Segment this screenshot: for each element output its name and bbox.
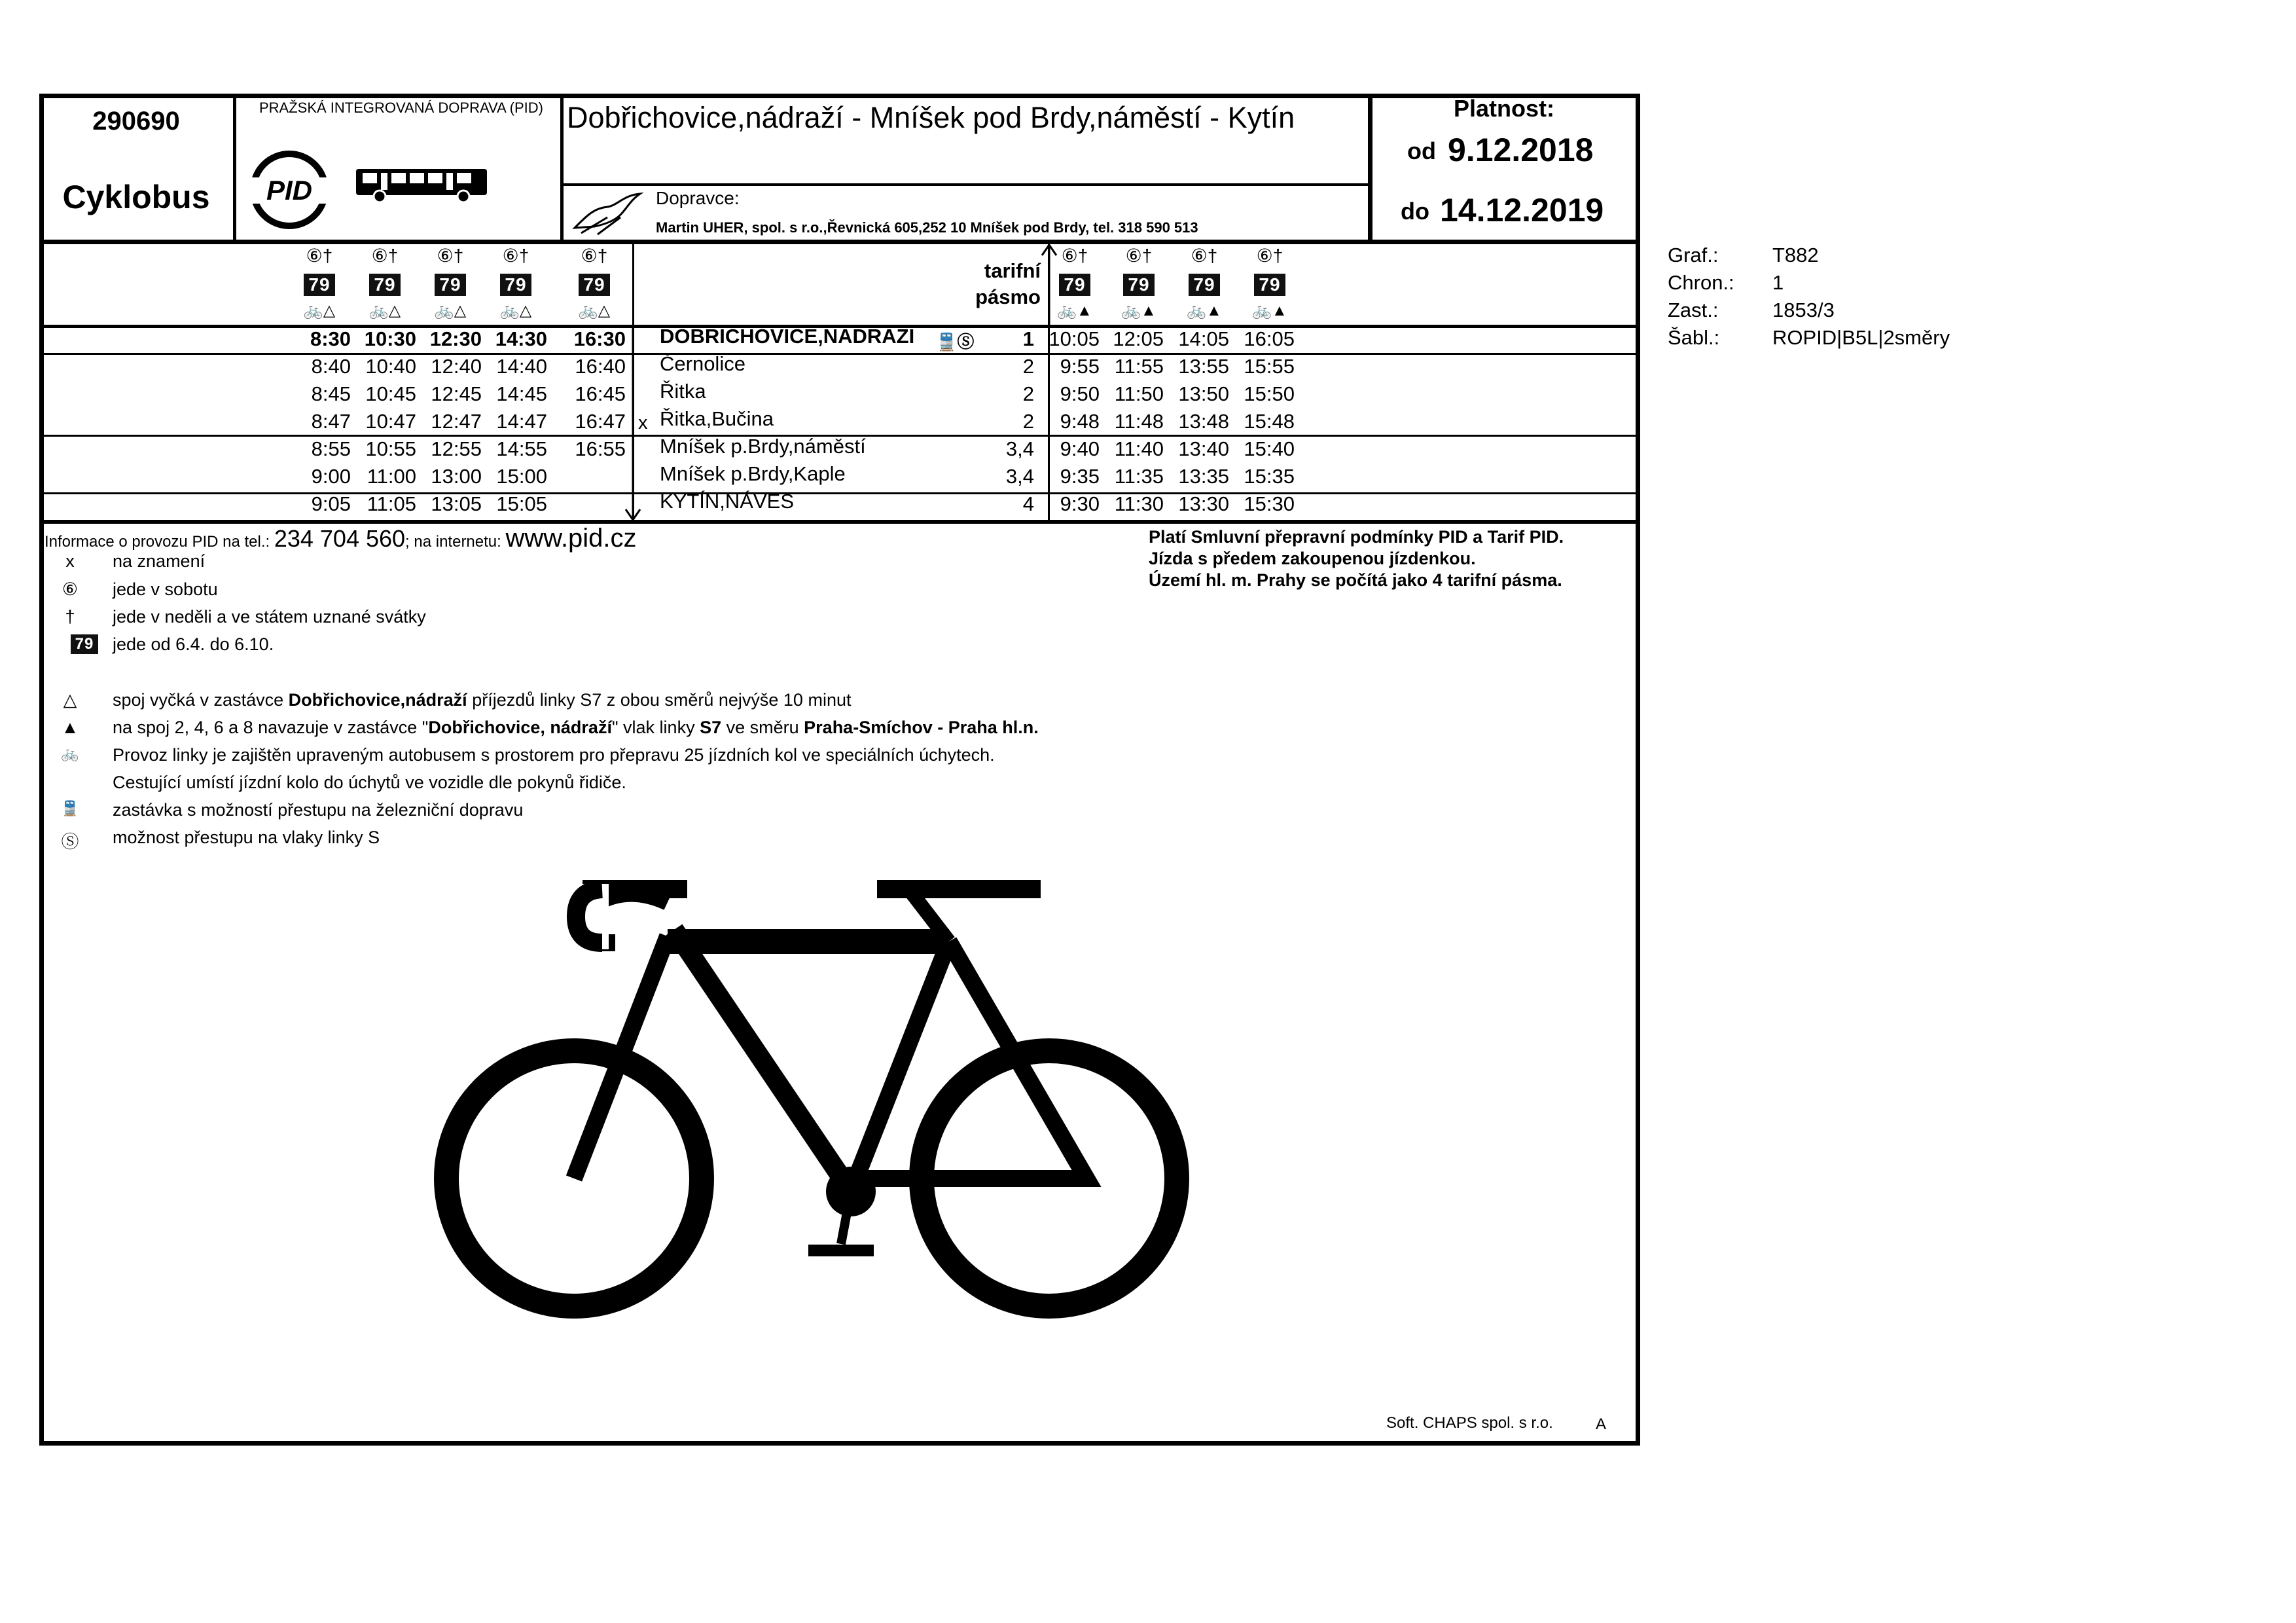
- departure-time: 11:05: [367, 492, 416, 515]
- season-badge-icon: 79: [1123, 274, 1155, 296]
- legend-bike: Provoz linky je zajištěn upraveným autobusem s prostorem pro přepravu 25 jízdních kol ve speciálních úchytech.: [113, 745, 995, 765]
- legend-season: jede od 6.4. do 6.10.: [113, 634, 274, 654]
- s-train-icon: Ⓢ: [61, 832, 79, 852]
- bus-icon: [353, 165, 491, 206]
- side-info-label: Šabl.:: [1668, 326, 1720, 349]
- departure-time: 8:47: [311, 410, 351, 433]
- season-badge-icon: 79: [435, 274, 466, 296]
- train-connection-icon: 🚆Ⓢ: [936, 332, 975, 352]
- departure-time: 12:55: [431, 437, 482, 460]
- operator-system: PRAŽSKÁ INTEGROVANÁ DOPRAVA (PID): [259, 100, 543, 116]
- route-title: Dobřichovice,nádraží - Mníšek pod Brdy,náměstí - Kytín: [567, 101, 1295, 134]
- legend-saturday: jede v sobotu: [113, 579, 218, 599]
- return-departure-time: 11:30: [1114, 492, 1164, 515]
- trip-feature-icons: 🚲△: [434, 302, 467, 319]
- tariff-zone: 2: [1022, 382, 1034, 405]
- return-departure-time: 13:40: [1178, 437, 1229, 460]
- tariff-zone: 2: [1022, 355, 1034, 378]
- season-badge-icon: 79: [304, 274, 335, 296]
- stop-name: Mníšek p.Brdy,náměstí: [660, 435, 866, 458]
- return-departure-time: 11:48: [1114, 410, 1164, 433]
- cross-icon: †: [65, 607, 75, 627]
- legend-connect-stop: Dobřichovice, nádraží: [428, 718, 612, 737]
- valid-to-prefix: do: [1401, 198, 1429, 225]
- side-info-label: Graf.:: [1668, 244, 1719, 266]
- trip-feature-icons: 🚲▲: [1121, 302, 1157, 319]
- info-phone: 234 704 560: [274, 525, 406, 552]
- season-badge-icon: 79: [1059, 274, 1090, 296]
- departure-time: 15:05: [496, 492, 547, 515]
- header-divider: [1368, 94, 1372, 243]
- legend-s: možnost přestupu na vlaky linky S: [113, 828, 380, 847]
- wait-triangle-icon: △: [63, 690, 77, 710]
- departure-time: 13:05: [431, 492, 482, 515]
- departure-time: 16:30: [573, 327, 626, 350]
- return-departure-time: 10:05: [1049, 327, 1100, 350]
- x-symbol: x: [65, 551, 75, 571]
- side-info-value: T882: [1772, 244, 1819, 266]
- departure-time: 12:47: [431, 410, 482, 433]
- return-departure-time: 9:48: [1060, 410, 1100, 433]
- trip-days-marker: ⑥†: [371, 246, 399, 266]
- return-departure-time: 9:35: [1060, 465, 1100, 488]
- carrier-logo-icon: [568, 189, 647, 238]
- season-badge-icon: 79: [1254, 274, 1285, 296]
- saturday-icon: ⑥: [62, 579, 79, 599]
- condition-line: Platí Smluvní přepravní podmínky PID a Tarif PID.: [1149, 527, 1564, 547]
- tariff-zone: 2: [1022, 410, 1034, 433]
- departure-time: 12:45: [431, 382, 482, 405]
- legend-x: na znamení: [113, 551, 206, 571]
- departure-time: 12:40: [431, 355, 482, 378]
- bicycle-illustration: [432, 871, 1237, 1329]
- trip-days-marker: ⑥†: [437, 246, 464, 266]
- departure-time: 14:45: [496, 382, 547, 405]
- legend-connect-mid2: ve směru: [721, 718, 804, 737]
- variant-letter: A: [1596, 1415, 1607, 1433]
- header-divider: [560, 183, 1369, 186]
- trip-feature-icons: 🚲△: [499, 302, 532, 319]
- return-departure-time: 11:55: [1114, 355, 1164, 378]
- side-info-value: 1: [1772, 271, 1784, 294]
- valid-to: 14.12.2019: [1440, 192, 1604, 228]
- side-info-label: Zast.:: [1668, 299, 1719, 321]
- season-badge-icon: 79: [369, 274, 401, 296]
- pid-logo-text: PID: [266, 175, 313, 206]
- trip-days-marker: ⑥†: [1125, 246, 1153, 266]
- legend-sunday: jede v neděli a ve státem uznané svátky: [113, 607, 426, 627]
- legend-connect: [113, 718, 1039, 738]
- legend-bike-2: Cestující umístí jízdní kolo do úchytů ve vozidle dle pokynů řidiče.: [113, 773, 626, 792]
- legend-connect-pre: na spoj 2, 4, 6 a 8 navazuje v zastávce ": [113, 718, 429, 737]
- legend-connect-dir: Praha-Smíchov - Praha hl.n.: [804, 718, 1039, 737]
- valid-from-prefix: od: [1407, 137, 1436, 164]
- legend-train: zastávka s možností přestupu na železniční dopravu: [113, 800, 524, 820]
- header-divider: [233, 94, 236, 243]
- side-info-value: ROPID|B5L|2směry: [1772, 326, 1950, 349]
- trip-days-marker: ⑥†: [1061, 246, 1088, 266]
- info-mid: ; na internetu:: [405, 533, 506, 551]
- legend-wait: [113, 690, 851, 710]
- info-web: www.pid.cz: [505, 524, 637, 553]
- line-name: Cyklobus: [62, 179, 210, 215]
- season-badge-icon: 79: [579, 274, 610, 296]
- return-departure-time: 11:35: [1114, 465, 1164, 488]
- tariff-zone: 3,4: [1005, 465, 1034, 488]
- legend-wait-post: příjezdů linky S7 z obou směrů nejvýše 10 minut: [467, 690, 852, 710]
- trip-feature-icons: 🚲▲: [1252, 302, 1287, 319]
- carrier-name: Martin UHER, spol. s r.o.,Řevnická 605,252 10 Mníšek pod Brdy, tel. 318 590 513: [656, 219, 1198, 236]
- return-departure-time: 13:48: [1178, 410, 1229, 433]
- validity-label: Platnost:: [1453, 95, 1554, 122]
- departure-time: 10:40: [365, 355, 416, 378]
- trip-days-marker: ⑥†: [1191, 246, 1218, 266]
- return-departure-time: 13:30: [1178, 492, 1229, 515]
- line-number: 290690: [92, 107, 180, 136]
- stop-name: DOBŘICHOVICE,NÁDRAŽÍ: [660, 325, 915, 348]
- info-line: [45, 524, 637, 553]
- season-badge-icon: 79: [500, 274, 531, 296]
- stop-name: Mníšek p.Brdy,Kaple: [660, 462, 846, 485]
- return-departure-time: 16:05: [1244, 327, 1295, 350]
- tariff-zone: 4: [1022, 492, 1034, 515]
- bike-icon: 🚲: [61, 745, 79, 761]
- season-badge-icon: 79: [71, 634, 98, 654]
- tariff-zone: 1: [1022, 327, 1034, 350]
- request-stop-flag: x: [638, 412, 648, 433]
- return-departure-time: 15:30: [1244, 492, 1295, 515]
- stop-name: Černolice: [660, 352, 745, 375]
- departure-time: 12:30: [429, 327, 482, 350]
- departure-time: 16:45: [575, 382, 626, 405]
- trip-days-marker: ⑥†: [1256, 246, 1283, 266]
- departure-time: 9:00: [311, 465, 351, 488]
- return-departure-time: 11:50: [1114, 382, 1164, 405]
- return-departure-time: 15:50: [1244, 382, 1295, 405]
- valid-from: 9.12.2018: [1448, 132, 1594, 168]
- departure-time: 10:55: [365, 437, 416, 460]
- return-departure-time: 13:50: [1178, 382, 1229, 405]
- return-departure-time: 9:55: [1060, 355, 1100, 378]
- carrier-label: Dopravce:: [656, 188, 740, 208]
- return-departure-time: 14:05: [1178, 327, 1229, 350]
- departure-time: 14:47: [496, 410, 547, 433]
- departure-time: 8:45: [311, 382, 351, 405]
- return-departure-time: 15:35: [1244, 465, 1295, 488]
- departure-time: 10:30: [364, 327, 416, 350]
- legend-connect-line: S7: [700, 718, 722, 737]
- trip-days-marker: ⑥†: [581, 246, 608, 266]
- departure-time: 8:40: [311, 355, 351, 378]
- return-departure-time: 15:40: [1244, 437, 1295, 460]
- departure-time: 8:30: [310, 327, 351, 350]
- trip-days-marker: ⑥†: [306, 246, 333, 266]
- stop-name: Řitka,Bučina: [660, 407, 774, 430]
- info-prefix: Informace o provozu PID na tel.:: [45, 533, 274, 551]
- connect-triangle-icon: ▲: [61, 718, 79, 737]
- stop-name: Řitka: [660, 380, 706, 403]
- return-departure-time: 11:40: [1114, 437, 1164, 460]
- return-departure-time: 12:05: [1113, 327, 1164, 350]
- return-departure-time: 9:30: [1060, 492, 1100, 515]
- departure-time: 16:40: [575, 355, 626, 378]
- departure-time: 14:55: [496, 437, 547, 460]
- departure-time: 14:40: [496, 355, 547, 378]
- return-departure-time: 13:35: [1178, 465, 1229, 488]
- legend-wait-pre: spoj vyčká v zastávce: [113, 690, 289, 710]
- legend-wait-stop: Dobřichovice,nádraží: [288, 690, 467, 710]
- departure-time: 11:00: [367, 465, 416, 488]
- side-info-value: 1853/3: [1772, 299, 1835, 321]
- trip-days-marker: ⑥†: [502, 246, 529, 266]
- trip-feature-icons: 🚲△: [368, 302, 401, 319]
- departure-time: 10:47: [365, 410, 416, 433]
- stop-name: KYTÍN,NÁVES: [660, 490, 794, 513]
- trip-feature-icons: 🚲△: [578, 302, 611, 319]
- zone-header: tarifní pásmo: [975, 259, 1041, 308]
- departure-time: 13:00: [431, 465, 482, 488]
- departure-time: 9:05: [311, 492, 351, 515]
- trip-feature-icons: 🚲△: [303, 302, 336, 319]
- trip-feature-icons: 🚲▲: [1187, 302, 1222, 319]
- departure-time: 16:47: [575, 410, 626, 433]
- legend-connect-mid: " vlak linky: [611, 718, 700, 737]
- header-bottom-rule: [39, 240, 1640, 244]
- departure-time: 16:55: [575, 437, 626, 460]
- trip-feature-icons: 🚲▲: [1057, 302, 1092, 319]
- condition-line: Jízda s předem zakoupenou jízdenkou.: [1149, 549, 1476, 568]
- tariff-zone: 3,4: [1005, 437, 1034, 460]
- train-icon: 🚆: [61, 800, 79, 816]
- return-departure-time: 15:55: [1244, 355, 1295, 378]
- departure-time: 10:45: [365, 382, 416, 405]
- software-credit: Soft. CHAPS spol. s r.o.: [1386, 1414, 1553, 1432]
- pid-logo: [242, 147, 337, 232]
- return-departure-time: 9:40: [1060, 437, 1100, 460]
- condition-line: Území hl. m. Prahy se počítá jako 4 tarifní pásma.: [1149, 570, 1562, 590]
- departure-time: 8:55: [311, 437, 351, 460]
- return-departure-time: 9:50: [1060, 382, 1100, 405]
- header-divider: [560, 94, 564, 243]
- departure-time: 14:30: [495, 327, 547, 350]
- side-info-label: Chron.:: [1668, 271, 1734, 294]
- season-badge-icon: 79: [1189, 274, 1220, 296]
- return-departure-time: 13:55: [1178, 355, 1229, 378]
- departure-time: 15:00: [496, 465, 547, 488]
- return-departure-time: 15:48: [1244, 410, 1295, 433]
